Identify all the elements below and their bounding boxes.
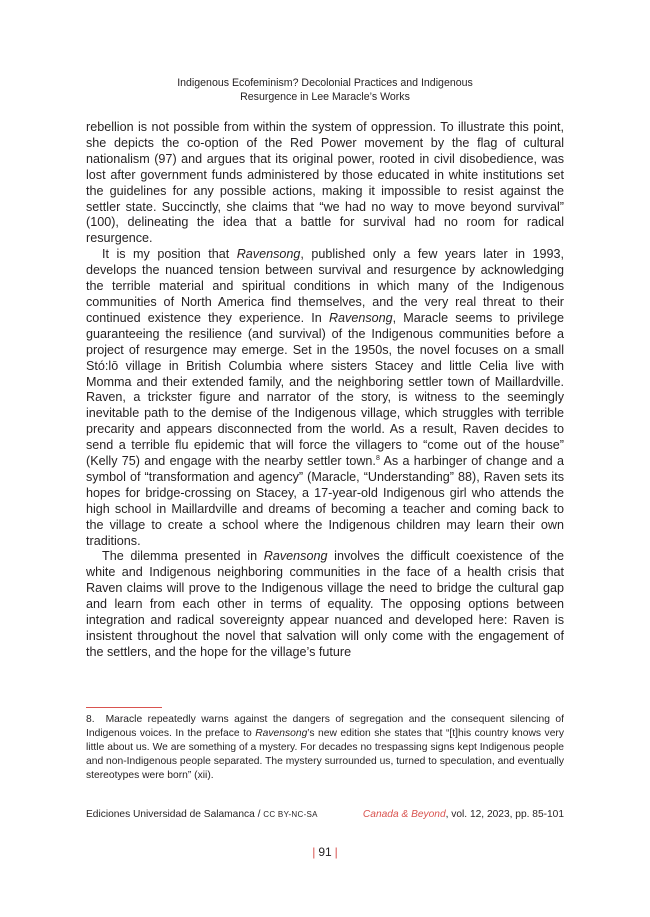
paragraph-1 bbox=[86, 120, 564, 247]
page-number-value: 91 bbox=[318, 845, 332, 859]
paragraph-text: , Maracle seems to privilege guaranteeing the resilience (and survival) of the Indigenous communities before a project of resurgence may emerge. Set in the 1950s, the novel focuses on a small Stó:lō village in British Columbia where sisters Stacey and little Celia live with Momma and their extended family, and the neighboring settler town of Maillardville. Raven, a trickster figure and narrator of the story, is witness to the seemingly inevitable path to the demise of the Indigenous village, which struggles with terrible precarity and appears disconnected from the world. As a result, Raven decides to send a terrible flu epidemic that will force the villagers to “come out of the house” (Kelly 75) and engage with the nearby settler town. bbox=[86, 310, 564, 469]
paragraph-text: It is my position that bbox=[102, 247, 237, 262]
footnote-text: ’s new edition she states that “[t]his country knows very little about us. We are something of a mystery. For decades no trespassing signs kept Indigenous people and non-Indigenous people separated. The mystery surrounded us, turned to speculation, and eventually stereotypes were born” (xii). bbox=[86, 728, 564, 781]
paragraph-text: The dilemma presented in bbox=[102, 549, 264, 564]
paragraph-text: , published only a few years later in 1993, develops the nuanced tension between survival and resurgence by acknowledging the terrible material and spiritual conditions in which many of the Indigenous communities of North America find themselves, and the very real threat to their continued existence they experience. In bbox=[86, 247, 564, 325]
book-title: Ravensong bbox=[328, 310, 393, 325]
body-text bbox=[86, 120, 564, 661]
running-head-line-1: Indigenous Ecofeminism? Decolonial Practices and Indigenous bbox=[177, 77, 473, 89]
footnote bbox=[86, 713, 564, 783]
book-title: Ravensong bbox=[236, 247, 301, 262]
book-title: Ravensong bbox=[255, 728, 308, 739]
journal-title: Canada & Beyond bbox=[362, 809, 446, 820]
running-head bbox=[0, 77, 650, 104]
paragraph-3 bbox=[86, 549, 564, 660]
paragraph-text: rebellion is not possible from within the system of oppression. To illustrate this point, she depicts the co-option of the Red Power movement by the flag of cultural nationalism (97) and argues that its original power, rooted in civil disobedience, was lost after government funds administered by those educated in white institutions set the guidelines for any possible actions, making it impossible to resist against the settler state. Succinctly, she claims that “we had no way to move beyond survival” (100), delineating the idea that a battle for survival had no room for radical resurgence. bbox=[86, 120, 564, 246]
paragraph-text: As a harbinger of change and a symbol of “transformation and agency” (Maracle, “Understanding” 88), Raven sets its hopes for bridge-crossing on Stacey, a 17-year-old Indigenous girl who attends the high school in Maillardville and dreams of becoming a teacher and coming back to the village to create a school where the Indigenous children may learn their own traditions. bbox=[86, 454, 564, 548]
publisher-info bbox=[86, 808, 318, 821]
footnote-text: Maracle repeatedly warns against the dangers of segregation and the consequent silencing of Indigenous voices. In the preface to bbox=[86, 714, 564, 739]
paragraph-text: involves the difficult coexistence of the white and Indigenous neighboring communities in the face of a health crisis that Raven claims will prove to the Indigenous village the need to bridge the cultural gap and learn from each other in terms of equality. The opposing options between integration and radical sovereignty appear nuanced and developed here: Raven is insistent throughout the novel that salvation will only come with the engagement of the settlers, and the hope for the village’s future bbox=[86, 549, 564, 659]
running-head-line-2: Resurgence in Lee Maracle’s Works bbox=[240, 90, 410, 103]
journal-citation bbox=[363, 808, 564, 821]
page-number-bar-left: | bbox=[312, 845, 316, 859]
page-number-bar-right: | bbox=[334, 845, 338, 859]
footnote-number: 8. bbox=[86, 714, 95, 725]
license: CC BY-NC-SA bbox=[263, 810, 318, 819]
paragraph-2 bbox=[86, 247, 564, 549]
book-title: Ravensong bbox=[263, 549, 328, 564]
footnote-marker[interactable]: 8 bbox=[375, 454, 380, 462]
page-number bbox=[0, 845, 650, 859]
citation-details: , vol. 12, 2023, pp. 85-101 bbox=[445, 809, 564, 820]
footnote-divider bbox=[86, 707, 162, 708]
publisher-name: Ediciones Universidad de Salamanca / bbox=[86, 809, 264, 820]
